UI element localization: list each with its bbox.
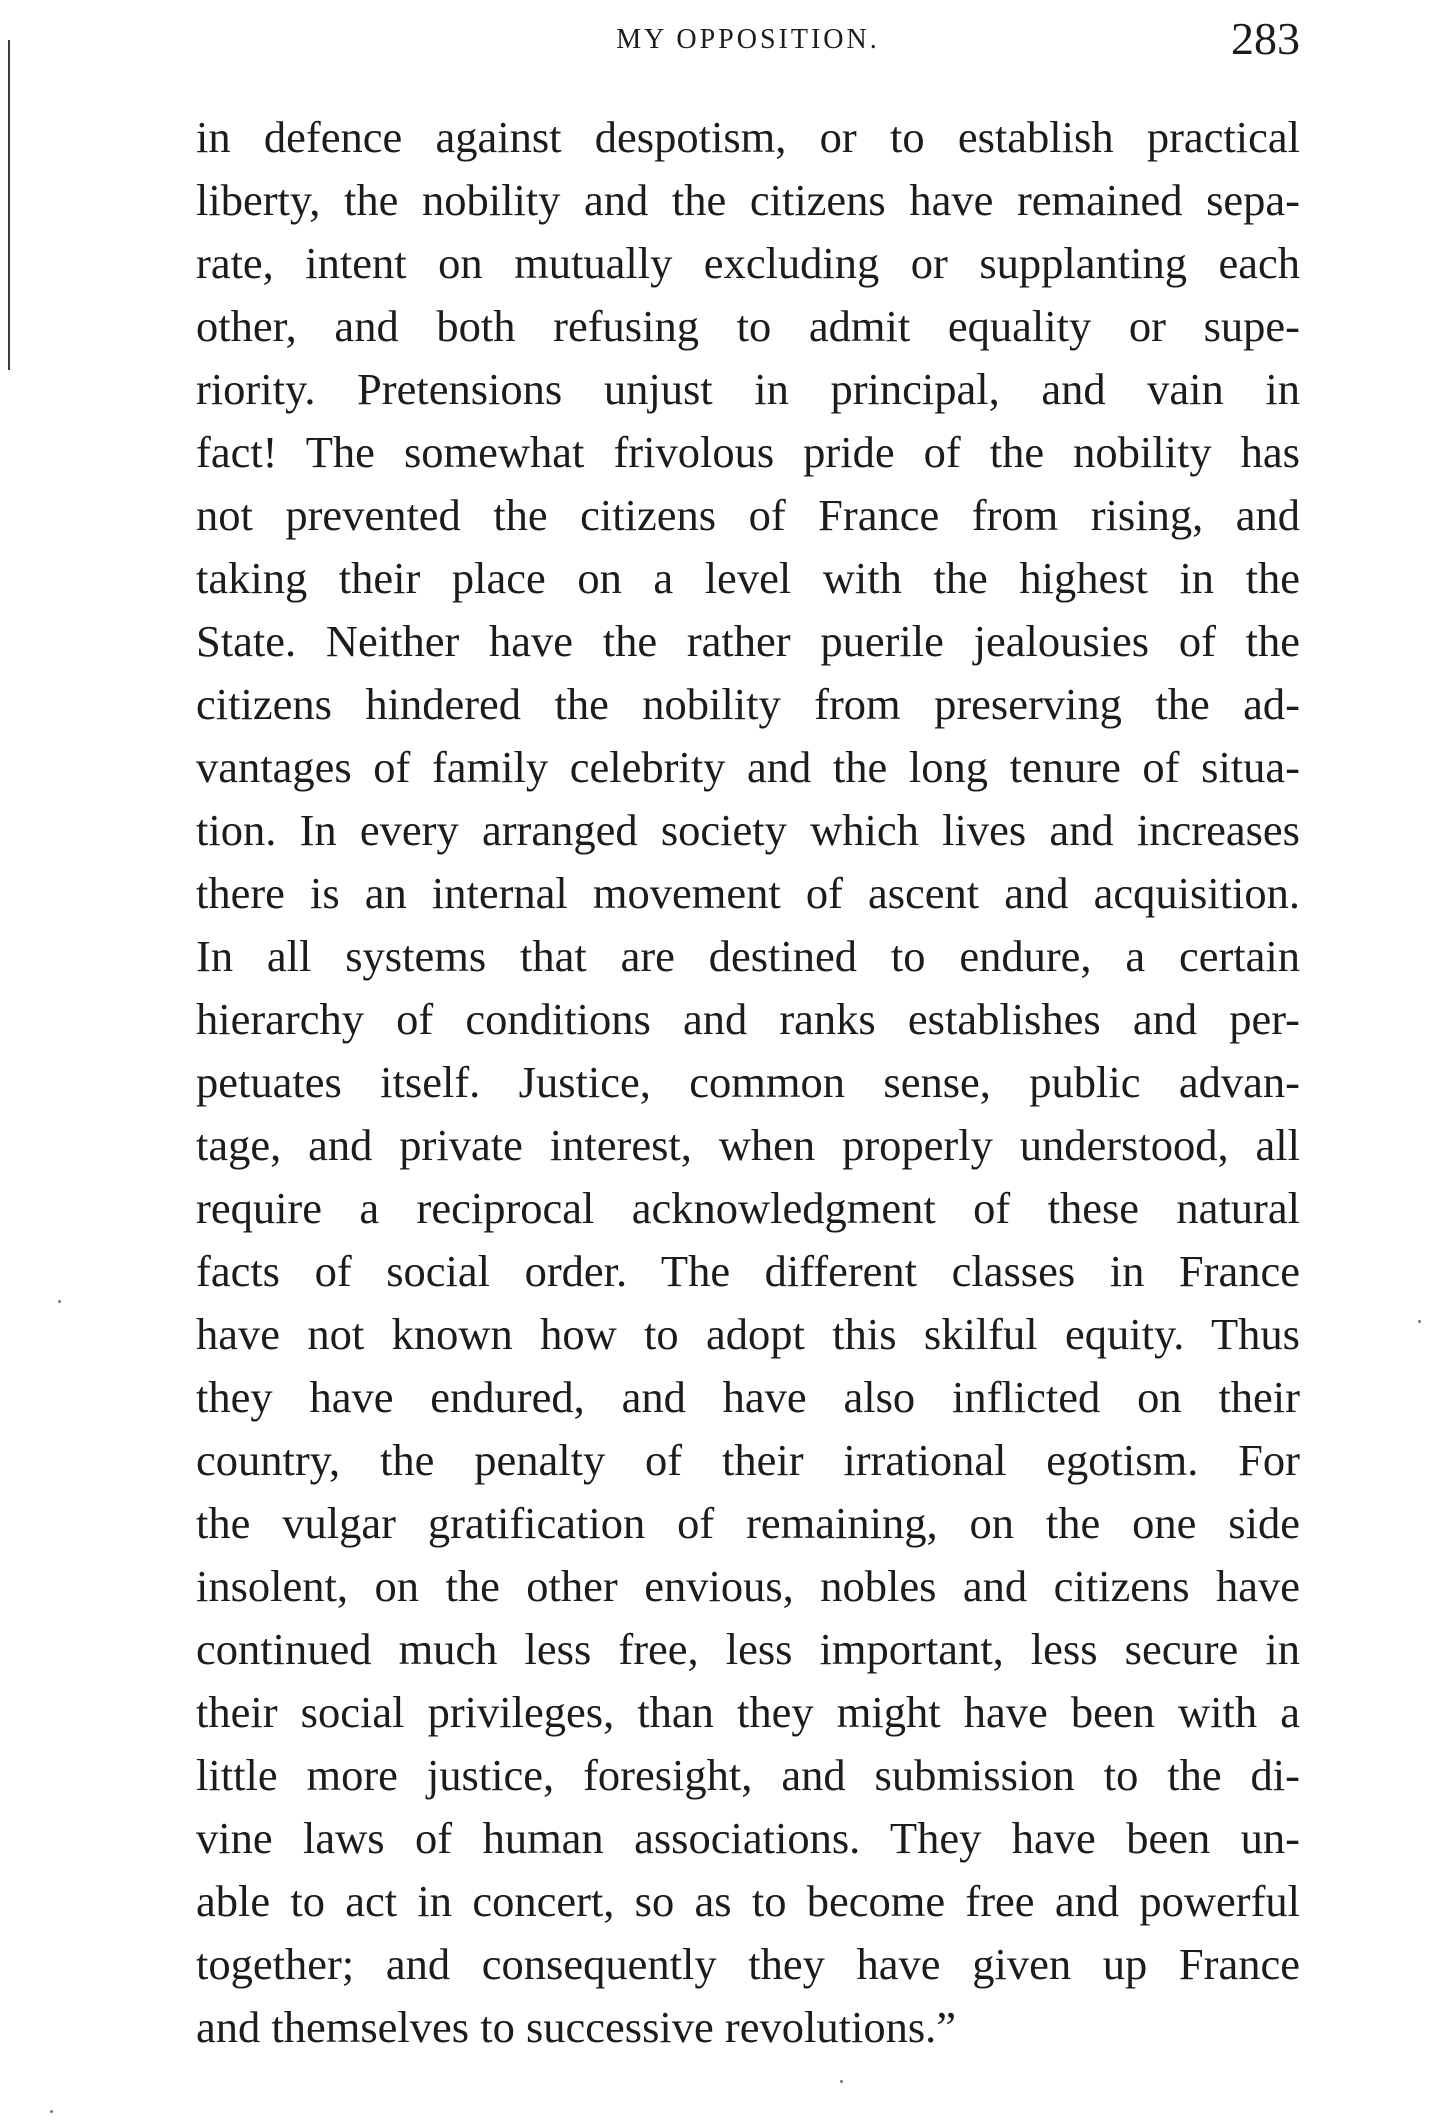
text-line: have not known how to adopt this skilful equity. Thus (196, 1309, 1300, 1359)
paper-speck (840, 2080, 843, 2083)
text-line: tion. In every arranged society which lives and increases (196, 805, 1300, 855)
text-line: they have endured, and have also inflicted on their (196, 1372, 1300, 1422)
text-line: vine laws of human associations. They have been un- (196, 1813, 1300, 1863)
text-line: State. Neither have the rather puerile jealousies of the (196, 616, 1300, 666)
paper-speck (50, 2110, 53, 2113)
text-line: there is an internal movement of ascent and acquisition. (196, 868, 1300, 918)
text-line: fact! The somewhat frivolous pride of the nobility has (196, 427, 1300, 477)
body-paragraph (196, 106, 1300, 2059)
text-line: the vulgar gratification of remaining, on the one side (196, 1498, 1300, 1548)
text-line: riority. Pretensions unjust in principal, and vain in (196, 364, 1300, 414)
text-line: vantages of family celebrity and the long tenure of situa- (196, 742, 1300, 792)
text-line: liberty, the nobility and the citizens have remained sepa- (196, 175, 1300, 225)
page-edge-rule (8, 40, 10, 370)
page-number: 283 (1231, 13, 1300, 64)
text-line: and themselves to successive revolutions.” (196, 2002, 957, 2052)
text-line: country, the penalty of their irrational egotism. For (196, 1435, 1300, 1485)
running-title: MY OPPOSITION. (616, 24, 880, 55)
text-line: continued much less free, less important, less secure in (196, 1624, 1300, 1674)
text-line: their social privileges, than they might have been with a (196, 1687, 1300, 1737)
text-line: In all systems that are destined to endure, a certain (196, 931, 1300, 981)
text-line: require a reciprocal acknowledgment of these natural (196, 1183, 1300, 1233)
text-line: hierarchy of conditions and ranks establishes and per- (196, 994, 1300, 1044)
text-line: rate, intent on mutually excluding or supplanting each (196, 238, 1300, 288)
paper-speck (1418, 1320, 1421, 1323)
text-line: not prevented the citizens of France from rising, and (196, 490, 1300, 540)
text-line: able to act in concert, so as to become free and powerful (196, 1876, 1300, 1926)
text-line: in defence against despotism, or to establish practical (196, 112, 1300, 162)
text-line: taking their place on a level with the highest in the (196, 553, 1300, 603)
text-line: facts of social order. The different classes in France (196, 1246, 1300, 1296)
page-header (196, 13, 1300, 86)
text-line: citizens hindered the nobility from preserving the ad- (196, 679, 1300, 729)
paper-speck (58, 1300, 61, 1303)
text-line: tage, and private interest, when properly understood, all (196, 1120, 1300, 1170)
text-line: together; and consequently they have given up France (196, 1939, 1300, 1989)
text-line: insolent, on the other envious, nobles and citizens have (196, 1561, 1300, 1611)
text-line: other, and both refusing to admit equality or supe- (196, 301, 1300, 351)
text-line: little more justice, foresight, and submission to the di- (196, 1750, 1300, 1800)
text-line: petuates itself. Justice, common sense, public advan- (196, 1057, 1300, 1107)
